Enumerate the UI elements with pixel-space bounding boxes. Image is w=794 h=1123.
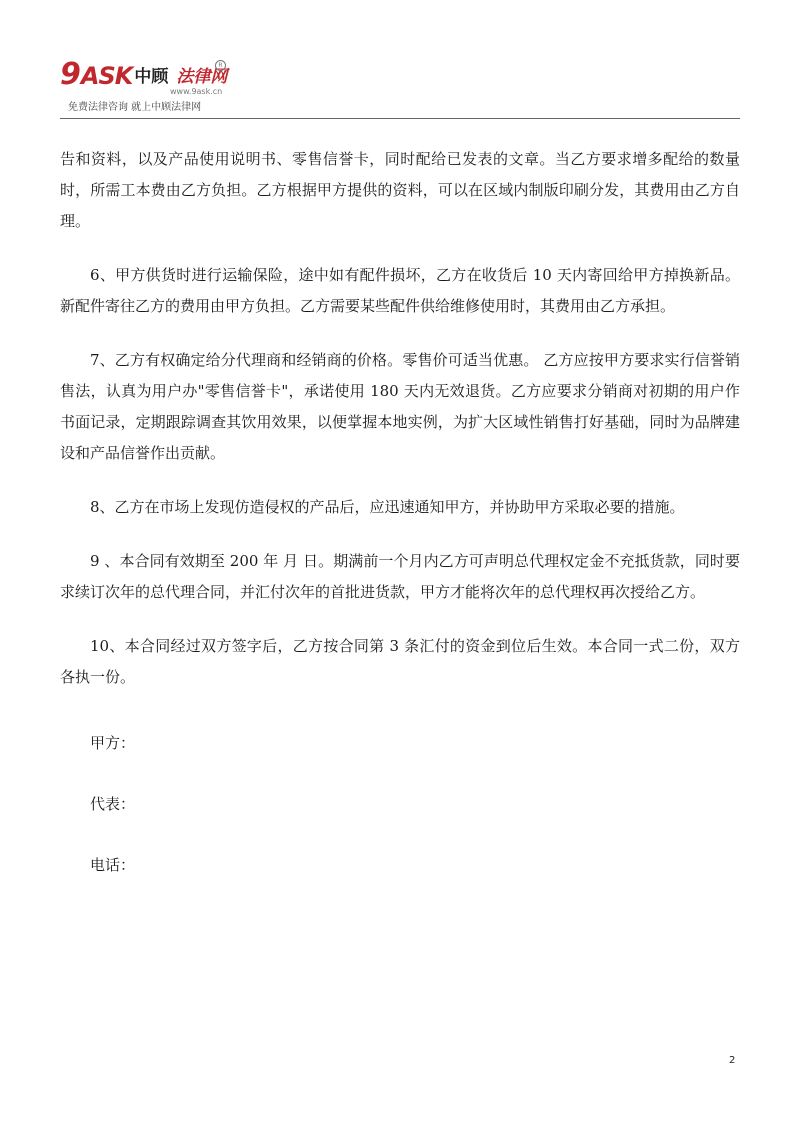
logo-law: 法律网 [176, 67, 228, 87]
signature-phone: 电话： [90, 856, 136, 874]
registered-mark-icon: R [215, 60, 226, 71]
paragraph-clause-10: 10、本合同经过双方签字后，乙方按合同第 3 条汇付的资金到位后生效。本合同一式二份，双方各执一份。 [60, 637, 740, 686]
paragraph-clause-6: 6、甲方供货时进行运输保险，途中如有配件损坏，乙方在收货后 10 天内寄回给甲方掉换新品。新配件寄往乙方的费用由甲方负担。乙方需要某些配件供给维修使用时，其费用由乙方承担。 [60, 266, 740, 315]
logo-cn: 中顾 [134, 67, 169, 87]
signature-representative: 代表： [90, 795, 136, 813]
site-logo [60, 57, 260, 113]
logo-url: www.9ask.cn [170, 87, 223, 96]
paragraph-clause-9: 9 、本合同有效期至 200 年 月 日。期满前一个月内乙方可声明总代理权定金不充抵货款，同时要求续订次年的总代理合同，并汇付次年的首批进货款，甲方才能将次年的总代理权再次授给乙方。 [60, 552, 740, 601]
page-header [0, 0, 794, 120]
page-number: 2 [729, 1055, 736, 1066]
paragraph-clause-8: 8、乙方在市场上发现仿造侵权的产品后，应迅速通知甲方，并协助甲方采取必要的措施。 [90, 498, 685, 516]
paragraph-continuation: 告和资料，以及产品使用说明书、零售信誉卡，同时配给已发表的文章。当乙方要求增多配给的数量时，所需工本费由乙方负担。乙方根据甲方提供的资料，可以在区域内制版印刷分发，其费用由乙方自理。 [60, 150, 740, 230]
logo-ask: ASK [80, 62, 133, 90]
logo-prefix: 9 [60, 57, 81, 92]
signature-party-a: 甲方： [90, 734, 136, 752]
logo-slogan: 免费法律咨询 就上中顾法律网 [68, 102, 202, 113]
document-body [60, 144, 740, 911]
header-divider [60, 118, 740, 119]
paragraph-clause-7: 7、乙方有权确定给分代理商和经销商的价格。零售价可适当优惠。 乙方应按甲方要求实行信誉销售法，认真为用户办"零售信誉卡"，承诺使用 180 天内无效退货。乙方应要求分销商对初期的用户作书面记录，定期跟踪调查其饮用效果，以便掌握本地实例，为扩大区域性销售打好基础，同时为品牌建设和产品信誉作出贡献。 [60, 351, 740, 462]
